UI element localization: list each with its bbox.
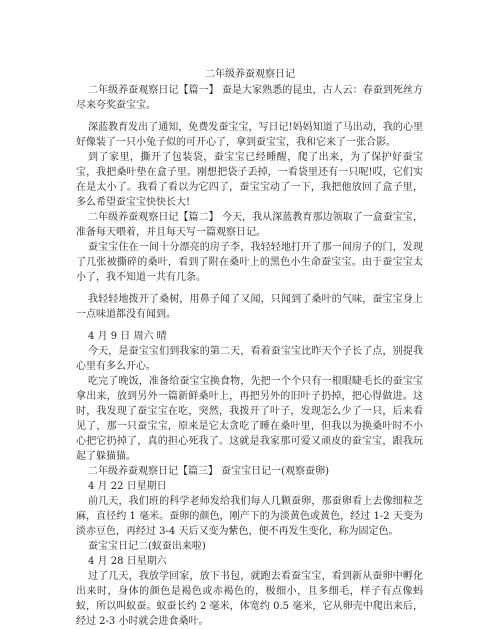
section-heading: 蚕宝宝日记二(蚁蚕出来啦) — [88, 541, 206, 552]
paragraph: 过了几天，我放学回家，放下书包，就跑去看蚕宝宝，看到新从蚕卵中孵化出来时，身体的颜色是褐色或赤褐色的，极细小，且多细毛，样子有点像蚂蚁，所以叫蚁蚕。蚁蚕长约 2 毫米，体宽约 0.5 毫米，它从卵壳中爬出来后，经过 2-3 小时就会进食桑叶。 — [76, 571, 423, 627]
paragraph: 到了家里，撕开了包装袋，蚕宝宝已经睡醒，爬了出来，为了保护好蚕宝宝，我把桑叶垫在盒子里。刚想把袋子丢掉，一看袋里还有一只呢!哎，它们实在是太小了。我看了看以为它四了，蚕宝宝动了一下，我把他放回了盒子里，多么希望蚕宝宝快快长大! — [76, 152, 423, 208]
paragraph: 二年级养蚕观察日记【篇三】 蚕宝宝日记一(观察蚕卵) — [88, 466, 329, 477]
document-body — [76, 83, 423, 629]
paragraph-spacer — [76, 113, 423, 120]
paragraph: 二年级养蚕观察日记【篇二】 今天，我从深蓝教育那边领取了一盒蚕宝宝，准备每天喂着，并且每天写一篇观察日记。 — [76, 212, 423, 238]
paragraph-spacer — [76, 285, 423, 292]
date-line: 4 月 9 日 周六 晴 — [88, 331, 167, 342]
paragraph: 前几天，我们班的科学老师发给我们每人几颗蚕卵，那蚕卵看上去像细粒芝麻，直径约 1 毫米。蚕卵的颜色，刚产下的为淡黄色或黄色，经过 1-2 天变为淡赤豆色，再经过 3-4 天后又变为紫色，便不再发生变化，称为固定色。 — [76, 496, 423, 537]
date-line: 4 月 28 日星期六 — [88, 556, 167, 567]
paragraph: 今天，是蚕宝宝们到我家的第二天，看着蚕宝宝比昨天个子长了点，别提我心里有多么开心。 — [76, 346, 423, 372]
date-line: 4 月 22 日星期日 — [88, 481, 167, 492]
paragraph: 我轻轻地拨开了桑树，用鼻子闻了又闻，只闻到了桑叶的气味，蚕宝宝身上一点味道都没有闻到。 — [76, 294, 423, 320]
paragraph: 深蓝教育发出了通知，免费发蚕宝宝，写日记!妈妈知道了马出动，我的心里好像装了一只小兔子似的可开心了，拿到蚕宝宝，我和它来了一张合影。 — [76, 122, 423, 148]
paragraph: 蚕宝宝住在一间十分漂亮的房子李，我轻轻地打开了那一间房子的门，发现了几张被撕碎的桑叶，看到了附在桑叶上的黑色小生命蚕宝宝。由于蚕宝宝太小了，我不知道一共有几条。 — [76, 242, 423, 283]
document-title: 二年级养蚕观察日记 — [205, 69, 295, 80]
paragraph: 吃完了晚饭，准备给蚕宝宝换食物，先把一个个只有一根眼睫毛长的蚕宝宝拿出来，放到另外一篇新鲜桑叶上，再把另外的旧叶子扔掉，把心得做进。这时，我发现了蚕宝宝在吃，突然，我拨开了叶子，发现怎么少了一只，后来看见了，那一只蚕宝宝，原来是它太贪吃了睡在桑叶里，但我以为换桑叶时不小心把它扔掉了，真的担心死我了。这就是我家那可爱又顽皮的蚕宝宝，跟我玩起了躲猫猫。 — [76, 376, 423, 462]
paragraph: 二年级养蚕观察日记【篇一】 蚕是大家熟悉的昆虫，古人云：春蚕到死丝方尽来夸奖蚕宝宝。 — [76, 85, 423, 111]
paragraph-spacer — [76, 322, 423, 329]
